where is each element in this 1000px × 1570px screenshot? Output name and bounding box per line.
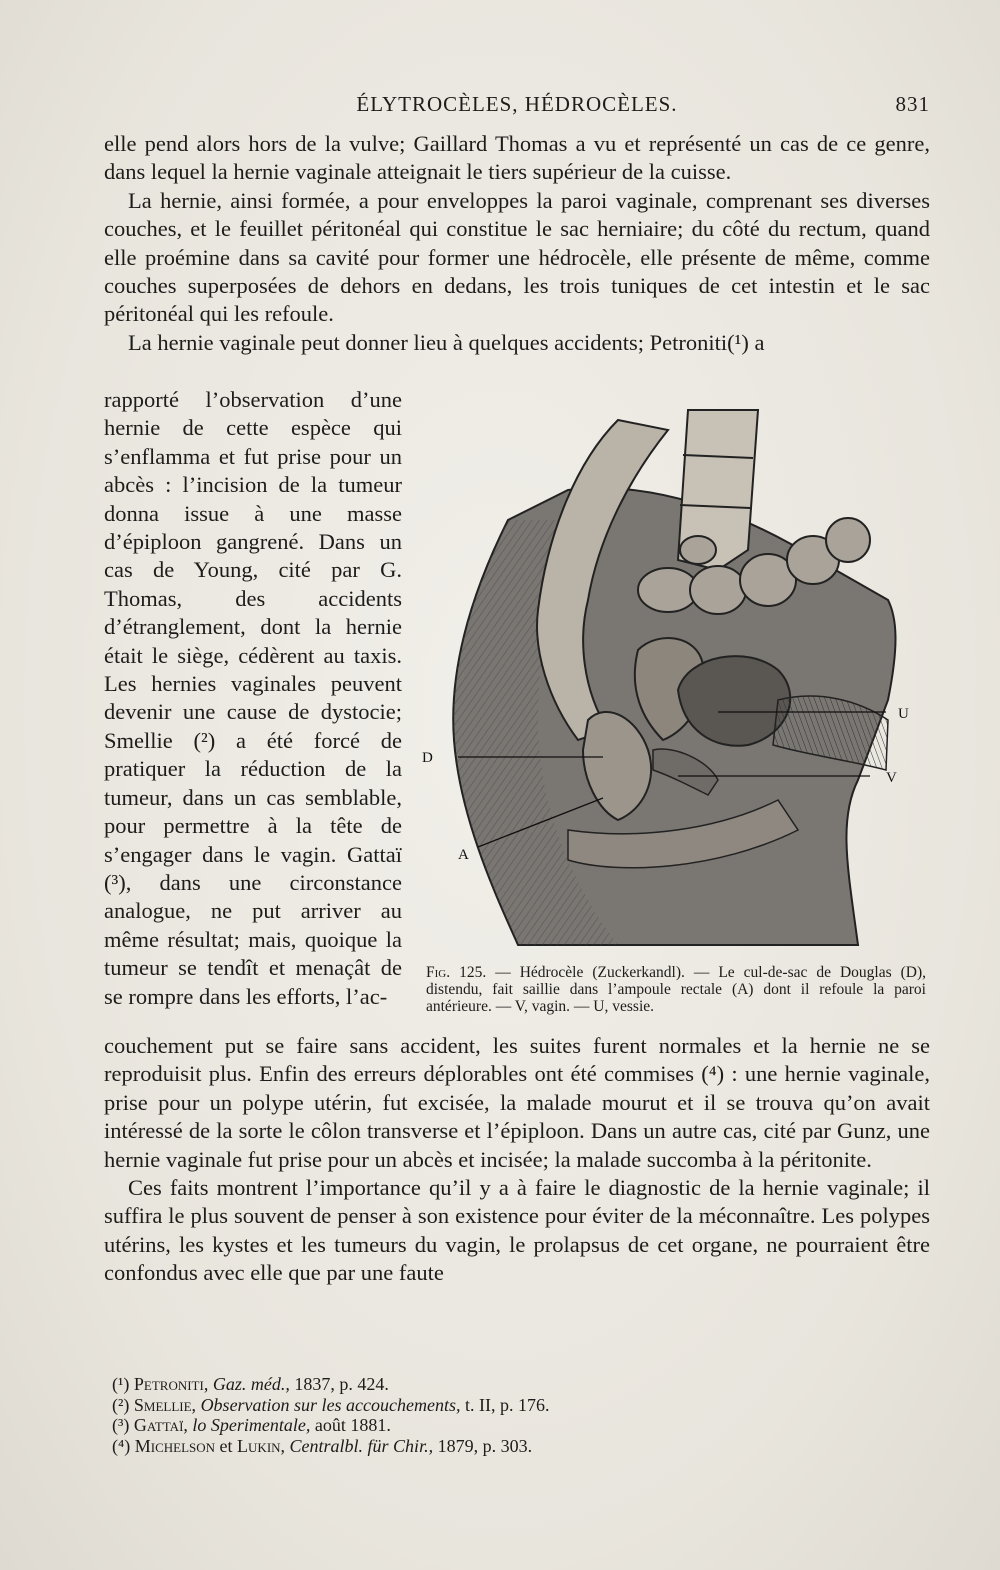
paragraph-3-start: La hernie vaginale peut donner lieu à quelques accidents; Petroniti(¹) a bbox=[128, 329, 765, 355]
label-U: U bbox=[898, 706, 909, 722]
text-block-bottom bbox=[104, 1032, 930, 1288]
label-V: V bbox=[886, 770, 897, 786]
footnote-author: Gattaï, bbox=[133, 1415, 188, 1435]
footnote-author: Smellie, bbox=[133, 1394, 197, 1415]
footnote-mark: (²) bbox=[112, 1394, 130, 1415]
footnote-1 bbox=[112, 1374, 812, 1395]
paragraph-3-wrapped: rapporté l’observation d’une hernie de cette espèce qui s’enflamma et fut prise pour un abcès : l’incision de la tumeur donna issue à une masse d’épiploon gangrené. Dans un cas de Young, cité par G. Thomas, des accidents d’étranglement, dont la hernie était le siège, cédèrent au taxis. Les hernies vaginales peuvent devenir une cause de dystocie; Smellie (²) a été forcé de pratiquer la réduction de la tumeur, dans un cas semblable, pour permettre à la tête de s’engager dans le vagin. Gattaï (³), dans une circonstance analogue, ne put arriver au même résultat; mais, quoique la tumeur se tendît et menaçât de se rompre dans les efforts, l’ac- bbox=[104, 387, 402, 1009]
footnote-mark: (¹) bbox=[112, 1374, 130, 1394]
label-A: A bbox=[458, 847, 469, 863]
running-header bbox=[104, 92, 930, 124]
running-title: ÉLYTROCÈLES, HÉDROCÈLES. bbox=[356, 92, 678, 116]
footnote-ref: août 1881. bbox=[310, 1415, 391, 1435]
paragraph-2: La hernie, ainsi formée, a pour enveloppes la paroi vaginale, comprenant ses diverses couches, et le feuillet péritonéal qui constitue le sac herniaire; du côté du rectum, quand elle proémine dans sa cavité pour former une hédrocèle, elle présente de même, comme couches superposées de dehors en dedans, les trois tuniques de cet intestin et le sac péritonéal qui les refoule. bbox=[104, 187, 930, 327]
paragraph-4: Ces faits montrent l’importance qu’il y a à faire le diagnostic de la hernie vaginale; il suffira le plus souvent de penser à son existence pour éviter de la méconnaître. Les polypes utérins, les kystes et les tumeurs du vagin, le prolapsus de cet organe, ne pourraient être confondus avec elle que par une faute bbox=[104, 1175, 930, 1286]
footnote-author: Michelson bbox=[134, 1435, 216, 1456]
footnote-conjunction: et bbox=[215, 1435, 238, 1456]
text-block-top bbox=[104, 130, 930, 357]
footnote-2 bbox=[112, 1395, 812, 1416]
anatomical-figure bbox=[418, 400, 918, 956]
label-D: D bbox=[422, 750, 433, 766]
footnote-source: Gaz. méd., bbox=[212, 1374, 290, 1394]
footnote-author: Lukin, bbox=[237, 1435, 286, 1456]
footnote-source: Observation sur les accouchements, bbox=[200, 1394, 461, 1415]
figure-caption-text: — Hédrocèle (Zuckerkandl). — Le cul-de-sac de Douglas (D), distendu, fait saillie dans l’ampoule rectale (A) dont il refoule la paroi antérieure. — V, vagin. — U, vessie. bbox=[426, 964, 926, 1015]
figure-caption bbox=[426, 964, 926, 1015]
paragraph-1: elle pend alors hors de la vulve; Gaillard Thomas a vu et représenté un cas de ce genre, dans lequel la hernie vaginale atteignait le tiers supérieur de la cuisse. bbox=[104, 131, 930, 185]
figure-number: Fig. 125. bbox=[426, 964, 487, 981]
footnote-ref: 1837, p. 424. bbox=[289, 1374, 389, 1394]
footnote-mark: (⁴) bbox=[112, 1435, 131, 1456]
footnote-ref: 1879, p. 303. bbox=[433, 1435, 533, 1456]
footnote-author: Petroniti, bbox=[133, 1374, 209, 1394]
footnote-4 bbox=[112, 1436, 812, 1457]
footnote-source: lo Sperimentale, bbox=[192, 1415, 311, 1435]
paragraph-3-end: couchement put se faire sans accident, les suites furent normales et la hernie ne se reproduisit plus. Enfin des erreurs déplorables ont été commises (⁴) : une hernie vaginale, prise pour un polype utérin, fut excisée, la malade mourut et il se trouva qu’on avait intéressé de la sorte le côlon transverse et l’épiploon. Dans un autre cas, cité par Gunz, une hernie vaginale fut prise pour un abcès et incisée; la malade succomba à la péritonite. bbox=[104, 1033, 930, 1172]
text-column-left bbox=[104, 386, 402, 1011]
footnote-source: Centralbl. für Chir., bbox=[289, 1435, 434, 1456]
page-number: 831 bbox=[895, 92, 930, 116]
footnotes bbox=[112, 1374, 812, 1456]
hedrocele-illustration bbox=[418, 400, 918, 956]
footnote-3 bbox=[112, 1415, 812, 1436]
footnote-ref: t. II, p. 176. bbox=[460, 1394, 550, 1415]
footnote-mark: (³) bbox=[112, 1415, 130, 1435]
